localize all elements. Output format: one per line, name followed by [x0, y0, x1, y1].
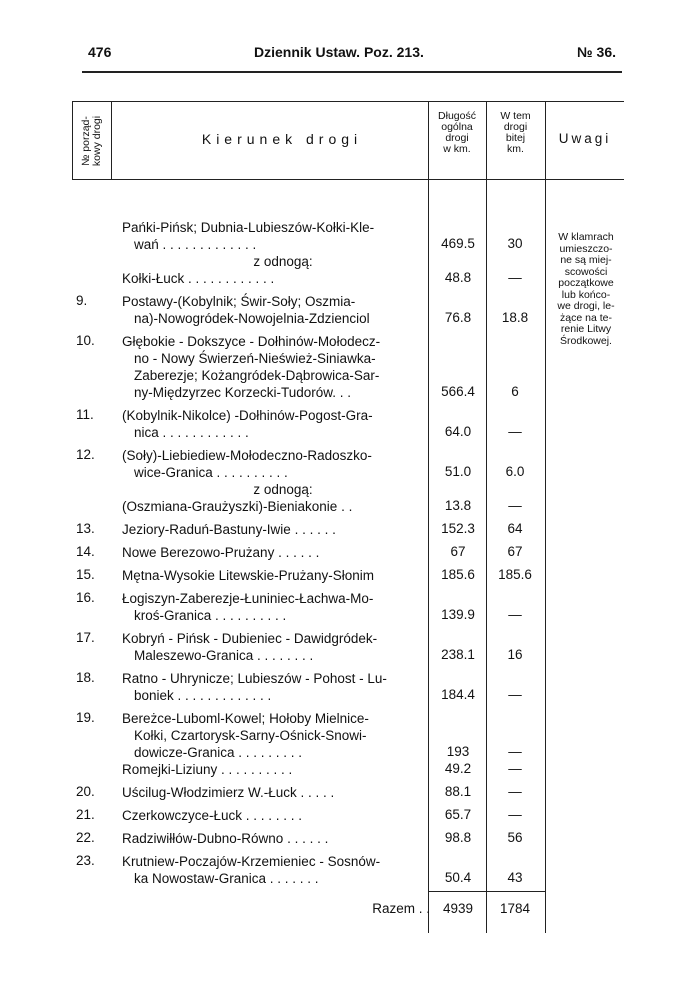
row-direction-line: z odnogą:	[253, 254, 313, 269]
row-direction	[122, 567, 444, 584]
header-bottom-rule	[72, 179, 624, 180]
row-direction	[122, 333, 444, 401]
row-direction	[122, 630, 444, 664]
row-paved: —	[508, 807, 522, 822]
row-direction	[122, 590, 444, 624]
header-direction: Kierunek drogi	[201, 131, 363, 147]
row-number: 16.	[76, 590, 95, 605]
remarks-line: lub końco-	[561, 288, 611, 301]
row-direction-line: (Oszmiana-Graużyszki)-Bieniakonie . .	[122, 499, 353, 514]
row-paved: 30	[507, 236, 523, 251]
row-length: 48.8	[444, 270, 472, 285]
row-direction-line: Krutniew-Poczajów-Krzemieniec - Sosnów-	[122, 854, 381, 869]
row-number: 14.	[76, 544, 95, 559]
row-paved: —	[508, 744, 522, 759]
remarks-line: początkowe	[558, 277, 614, 289]
total-paved: 1784	[499, 901, 531, 916]
row-length: 152.3	[441, 521, 475, 536]
row-length: 64.0	[444, 424, 472, 439]
row-direction	[122, 853, 444, 887]
total-rule	[428, 891, 545, 892]
col-rule-4	[545, 101, 546, 933]
row-length: 51.0	[444, 464, 472, 479]
row-length: 238.1	[441, 647, 475, 662]
row-number: 12.	[76, 447, 95, 462]
row-direction-line: Kołki-Łuck . . . . . . . . . . . .	[122, 271, 275, 286]
row-number: 22.	[76, 830, 95, 845]
row-direction	[122, 253, 444, 270]
row-length: 184.4	[441, 687, 475, 702]
row-direction-line: nica . . . . . . . . . . . .	[134, 425, 249, 440]
row-direction-line: (Soły)-Liebiediew-Mołodeczno-Radoszko-	[122, 448, 372, 463]
row-direction-line: Kołki, Czartorysk-Sarny-Ośnick-Snowi-	[134, 728, 367, 743]
row-direction	[122, 807, 444, 824]
remarks-line: żące na te-	[560, 311, 612, 324]
row-direction-line: Radziwiłłów-Dubno-Równo . . . . . .	[122, 831, 329, 846]
row-paved: 56	[507, 830, 523, 845]
row-number: 20.	[76, 784, 95, 799]
row-paved: 6	[511, 384, 519, 399]
remarks-line: renie Litwy	[560, 323, 612, 335]
row-number: 21.	[76, 807, 95, 822]
row-number: 11.	[76, 407, 94, 422]
row-number: 9.	[76, 293, 88, 308]
row-number: 23.	[76, 853, 95, 868]
row-paved: 18.8	[501, 310, 529, 325]
row-paved: —	[508, 761, 522, 776]
row-length: 566.4	[441, 384, 475, 399]
row-direction-line: Kobryń - Pińsk - Dubieniec - Dawidgródek-	[122, 631, 378, 646]
row-paved: 16	[507, 647, 523, 662]
row-direction-line: Czerkowczyce-Łuck . . . . . . . .	[122, 808, 303, 823]
header-paved: W tem drogi bitej km.	[500, 110, 531, 155]
row-number: 18.	[76, 670, 95, 685]
row-direction	[122, 830, 444, 847]
row-paved: —	[508, 498, 522, 513]
row-direction	[122, 447, 444, 481]
row-paved: —	[508, 784, 522, 799]
row-direction	[122, 521, 444, 538]
total-length: 4939	[442, 901, 474, 916]
row-paved: —	[508, 607, 522, 622]
remarks-line: W klamrach	[558, 231, 614, 243]
row-direction-line: ny-Międzyrzec Korzecki-Tudorów. . .	[134, 385, 352, 400]
remarks-line: scowości	[564, 265, 608, 278]
row-length: 139.9	[441, 607, 475, 622]
roads-table	[72, 101, 624, 933]
row-paved: 64	[507, 521, 523, 536]
row-direction-line: (Kobylnik-Nikolce) -Dołhinów-Pogost-Gra-	[122, 408, 373, 423]
remarks-line: ne są miej-	[560, 254, 612, 266]
row-direction	[122, 710, 444, 761]
row-direction	[122, 270, 444, 287]
row-direction	[122, 293, 444, 327]
page-number: 476	[88, 44, 112, 60]
remarks-line: we drogi, le-	[557, 300, 615, 312]
table-top-rule	[72, 101, 624, 102]
row-number: 10.	[76, 333, 95, 348]
row-number: 15.	[76, 567, 95, 582]
row-direction-line: ka Nowostaw-Granica . . . . . . .	[134, 871, 319, 886]
row-paved: 185.6	[498, 567, 532, 582]
row-paved: —	[508, 687, 522, 702]
row-length: 65.7	[444, 807, 472, 822]
page-header	[84, 44, 624, 66]
row-direction-line: Pańki-Pińsk; Dubnia-Lubieszów-Kołki-Kle-	[122, 220, 375, 235]
row-direction-line: z odnogą:	[253, 482, 313, 497]
row-paved: 67	[507, 544, 523, 559]
header-length: Długość ogólna drogi w km.	[438, 110, 476, 155]
remarks-line: umieszczo-	[559, 242, 613, 255]
row-direction	[122, 219, 444, 253]
row-number: 13.	[76, 521, 95, 536]
row-direction-line: Zaberezje; Kożangródek-Dąbrowica-Sar-	[134, 368, 380, 383]
row-direction-line: Uścilug-Włodzimierz W.-Łuck . . . . .	[122, 785, 335, 800]
row-direction-line: Głębokie - Dokszyce - Dołhinów-Mołodecz-	[122, 334, 381, 349]
row-number: 17.	[76, 630, 95, 645]
row-direction-line: Łogiszyn-Zaberezje-Łuniniec-Łachwa-Mo-	[122, 591, 374, 606]
row-direction-line: na)-Nowogródek-Nowojelnia-Zdzienciol	[134, 311, 370, 326]
row-direction	[122, 407, 444, 441]
row-length: 50.4	[444, 870, 472, 885]
row-number: 19.	[76, 710, 95, 725]
row-direction-line: Romejki-Liziuny . . . . . . . . . .	[122, 762, 293, 777]
row-direction-line: Mętna-Wysokie Litewskie-Prużany-Słonim	[122, 568, 374, 583]
remarks-note	[548, 232, 624, 347]
remarks-line: Środkowej.	[560, 334, 612, 347]
row-direction-line: wice-Granica . . . . . . . . . .	[134, 465, 288, 480]
row-length: 67	[450, 544, 466, 559]
total-label: Razem . .	[372, 901, 430, 916]
row-direction-line: Ratno - Uhrynicze; Lubieszów - Pohost - Lu-	[122, 671, 387, 686]
row-length: 76.8	[444, 310, 472, 325]
row-length: 185.6	[441, 567, 475, 582]
row-direction-line: Jeziory-Raduń-Bastuny-Iwie . . . . . .	[122, 522, 336, 537]
row-length: 49.2	[444, 761, 472, 776]
row-direction-line: kroś-Granica . . . . . . . . . .	[134, 608, 287, 623]
row-length: 193	[446, 744, 470, 759]
row-length: 88.1	[444, 784, 472, 799]
row-length: 98.8	[444, 830, 472, 845]
row-direction	[122, 544, 444, 561]
row-direction-line: Postawy-(Kobylnik; Świr-Soły; Oszmia-	[122, 294, 356, 309]
row-direction	[122, 784, 444, 801]
row-length: 469.5	[441, 236, 475, 251]
row-direction-line: dowicze-Granica . . . . . . . . .	[134, 745, 303, 760]
row-direction-line: Nowe Berezowo-Prużany . . . . . .	[122, 545, 320, 560]
journal-title: Dziennik Ustaw. Poz. 213.	[254, 44, 424, 60]
row-direction-line: Bereżce-Luboml-Kowel; Hołoby Mielnice-	[122, 711, 369, 726]
row-direction	[122, 481, 444, 498]
row-direction-line: Maleszewo-Granica . . . . . . . .	[134, 648, 314, 663]
row-direction	[122, 761, 444, 778]
header-number: № porząd- kowy drogi	[80, 115, 103, 167]
row-length: 13.8	[444, 498, 472, 513]
header-rule	[82, 71, 622, 73]
row-paved: 43	[507, 870, 523, 885]
row-paved: —	[508, 270, 522, 285]
row-direction-line: wań . . . . . . . . . . . . .	[134, 237, 257, 252]
row-direction	[122, 670, 444, 704]
row-direction-line: no - Nowy Świerzeń-Nieśwież-Siniawka-	[134, 351, 376, 366]
row-direction-line: boniek . . . . . . . . . . . . .	[134, 688, 272, 703]
header-remarks: Uwagi	[558, 131, 612, 146]
issue-number: № 36.	[577, 44, 616, 60]
row-paved: 6.0	[505, 464, 525, 479]
row-paved: —	[508, 424, 522, 439]
row-direction	[122, 498, 444, 515]
